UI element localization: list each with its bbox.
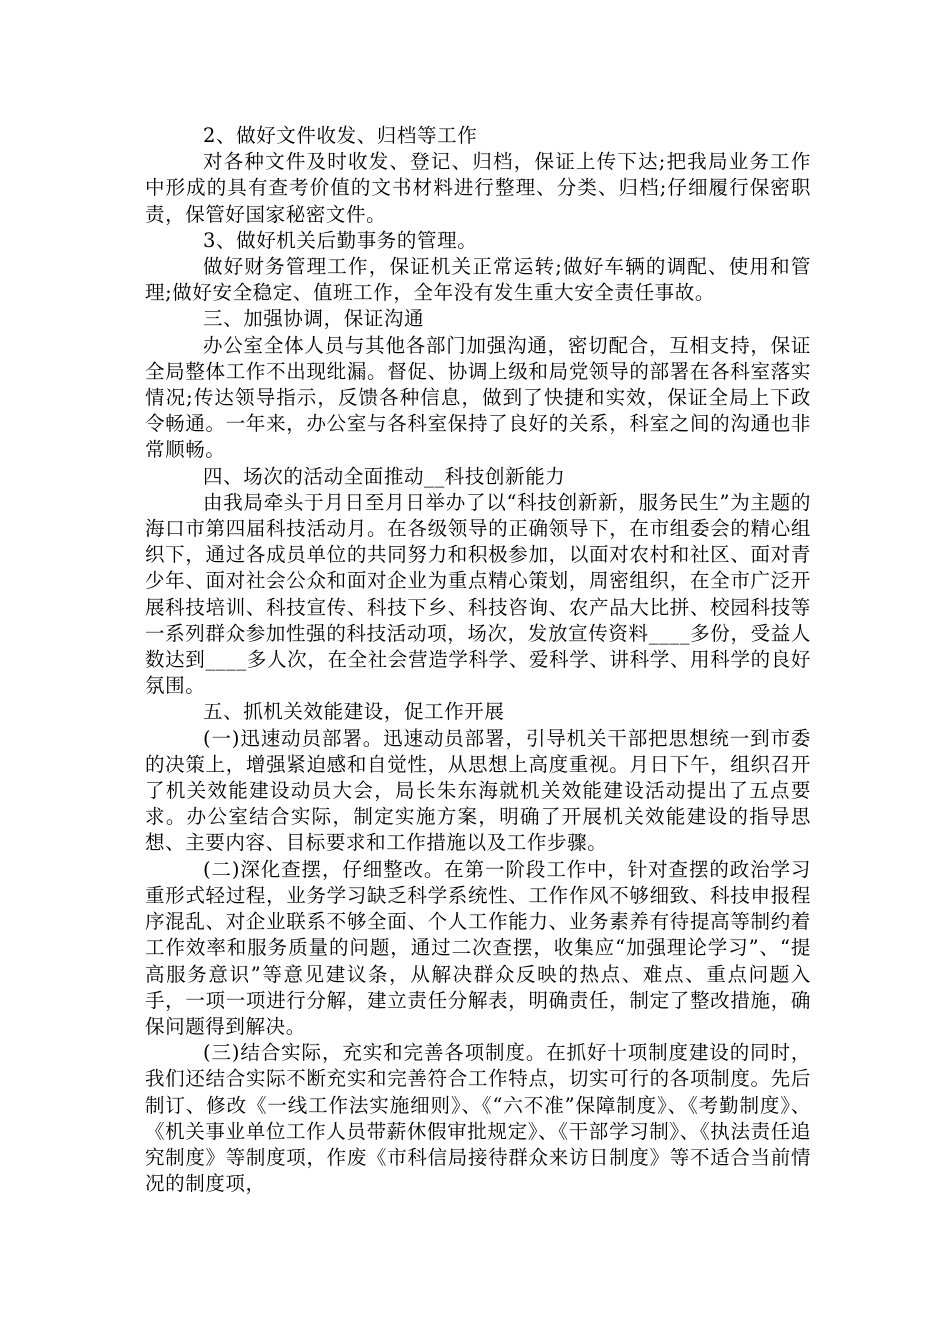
document-body: [145, 123, 811, 1197]
body-paragraph: 由我局牵头于月日至月日举办了以“科技创新新，服务民生”为主题的海口市第四届科技活动月。在各级领导的正确领导下，在市组委会的精心组织下，通过各成员单位的共同努力和积极参加，以面对农村和社区、面对青少年、面对社会公众和面对企业为重点精心策划，周密组织，在全市广泛开展科技培训、科技宣传、科技下乡、科技咨询、农产品大比拼、校园科技等一系列群众参加性强的科技活动项，场次，发放宣传资料____多份，受益人数达到____多人次，在全社会营造学科学、爱科学、讲科学、用科学的良好氛围。: [145, 490, 811, 698]
section-heading: 3、做好机关后勤事务的管理。: [203, 228, 478, 252]
body-paragraph: (二)深化查摆，仔细整改。在第一阶段工作中，针对查摆的政治学习重形式轻过程，业务学习缺乏科学系统性、工作作风不够细致、科技申报程序混乱、对企业联系不够全面、个人工作能力、业务素养有待提高等制约着工作效率和服务质量的问题，通过二次查摆，收集应“加强理论学习”、“提高服务意识”等意见建议条，从解决群众反映的热点、难点、重点问题入手，一项一项进行分解，建立责任分解表，明确责任，制定了整改措施，确保问题得到解决。: [145, 857, 811, 1038]
body-paragraph: 对各种文件及时收发、登记、归档，保证上传下达;把我局业务工作中形成的具有查考价值的文书材料进行整理、分类、归档;仔细履行保密职责，保管好国家秘密文件。: [145, 150, 811, 226]
section-heading: 四、场次的活动全面推动__科技创新能力: [203, 464, 566, 488]
section-heading: 2、做好文件收发、归档等工作: [203, 124, 478, 147]
body-paragraph: 做好财务管理工作，保证机关正常运转;做好车辆的调配、使用和管理;做好安全稳定、值班工作，全年没有发生重大安全责任事故。: [145, 255, 811, 305]
body-paragraph: 办公室全体人员与其他各部门加强沟通，密切配合，互相支持，保证全局整体工作不出现纰漏。督促、协调上级和局党领导的部署在各科室落实情况;传达领导指示，反馈各种信息，做到了快捷和实效，保证全局上下政令畅通。一年来，办公室与各科室保持了良好的关系，科室之间的沟通也非常顺畅。: [145, 333, 811, 462]
section-heading: 五、抓机关效能建设，促工作开展: [203, 700, 505, 724]
body-paragraph: (一)迅速动员部署。迅速动员部署，引导机关干部把思想统一到市委的决策上，增强紧迫感和自觉性，从思想上高度重视。月日下午，组织召开了机关效能建设动员大会，局长朱东海就机关效能建设活动提出了五点要求。办公室结合实际，制定实施方案，明确了开展机关效能建设的指导思想、主要内容、目标要求和工作措施以及工作步骤。: [145, 726, 811, 855]
body-paragraph: (三)结合实际，充实和完善各项制度。在抓好十项制度建设的同时，我们还结合实际不断充实和完善符合工作特点，切实可行的各项制度。先后制订、修改《一线工作法实施细则》、《“六不准”保障制度》、《考勤制度》、《机关事业单位工作人员带薪休假审批规定》、《干部学习制》、《执法责任追究制度》等制度项，作废《市科信局接待群众来访日制度》等不适合当前情况的制度项，: [145, 1041, 811, 1196]
section-heading: 三、加强协调，保证沟通: [203, 307, 425, 331]
